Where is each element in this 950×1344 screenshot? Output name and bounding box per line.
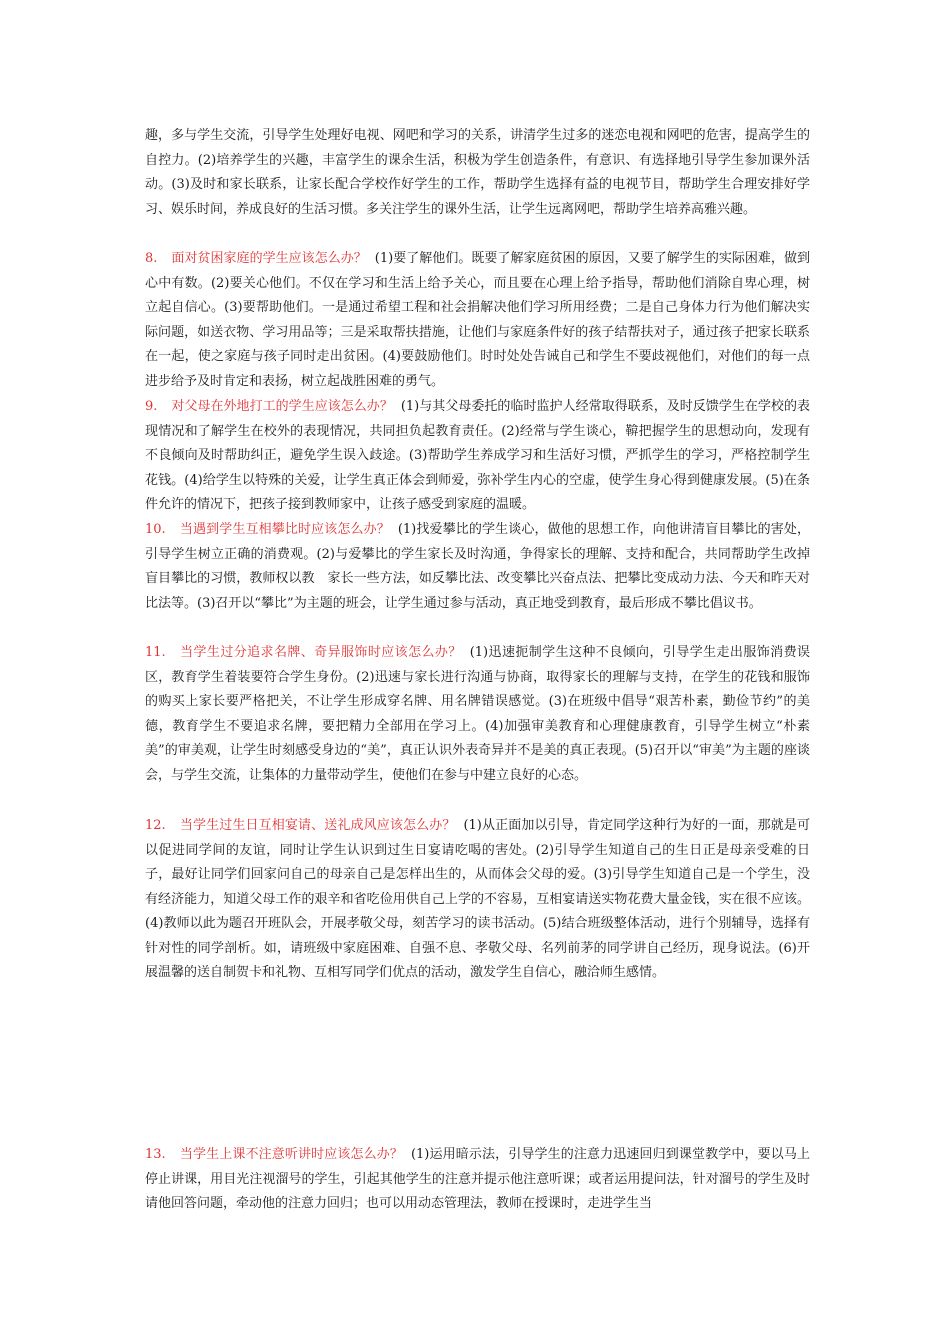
question-heading: 当遇到学生互相攀比时应该怎么办？ xyxy=(179,522,390,537)
item-number: 8. xyxy=(145,251,158,266)
question-heading: 当学生过分追求名牌、奇异服饰时应该怎么办？ xyxy=(179,645,462,660)
item-number: 9. xyxy=(145,399,158,414)
item-number: 11. xyxy=(145,645,166,660)
paragraph-text: 趣，多与学生交流，引导学生处理好电视、网吧和学习的关系，讲清学生过多的迷恋电视和网吧的危害，提高学生的自控力。(2)培养学生的兴趣，丰富学生的课余生活，积极为学生创造条件，有意识、有选择地引导学生参加课外活动。(3)及时和家长联系，让家长配合学校作好学生的工作，帮助学生选择有益的电视节目，帮助学生合理安排好学习、娱乐时间，养成良好的生活习惯。多关注学生的课外生活，让学生远离网吧，帮助学生培养高雅兴趣。 xyxy=(145,128,810,217)
answer-text: (1)运用暗示法，引导学生的注意力迅速回归到课堂教学中，要以马上停止讲课，用目光注视溜号的学生，引起其他学生的注意并提示他注意听课；或者运用提问法，针对溜号的学生及时请他回答问题，牵动他的注意力回归；也可以用动态管理法，教师在授课时，走进学生当 xyxy=(145,1147,810,1211)
question-heading: 当学生过生日互相宴请、送礼成风应该怎么办？ xyxy=(179,818,456,833)
question-heading: 对父母在外地打工的学生应该怎么办？ xyxy=(171,399,393,414)
answer-text: (1)迅速扼制学生这种不良倾向，引导学生走出服饰消费误区，教育学生着装要符合学生身份。(2)迅速与家长进行沟通与协商，取得家长的理解与支持，在学生的花钱和服饰的购买上家长要严格把关，不让学生形成穿名牌、用名牌错误感觉。(3)在班级中倡导“艰苦朴素，勤俭节约”的美德，教育学生不要追求名牌，要把精力全部用在学习上。(4)加强审美教育和心理健康教育，引导学生树立“朴素美”的审美观，让学生时刻感受身边的“美”，真正认识外表奇异并不是美的真正表现。(5)召开以“审美”为主题的座谈会，与学生交流，让集体的力量带动学生，使他们在参与中建立良好的心态。 xyxy=(145,645,810,783)
answer-text: (1)找爱攀比的学生谈心，做他的思想工作，向他讲清盲目攀比的害处，引导学生树立正确的消费观。(2)与爱攀比的学生家长及时沟通，争得家长的理解、支持和配合，共同帮助学生改掉盲目攀比的习惯，教师权以教 家长一些方法，如反攀比法、改变攀比兴奋点法、把攀比变成动力法、今天和昨天对比法等。(3)召开以“攀比”为主题的班会，让学生通过参与活动，真正地受到教育，最后形成不攀比倡议书。 xyxy=(145,522,810,611)
qa-item-8 xyxy=(145,247,810,394)
item-number: 10. xyxy=(145,522,166,537)
qa-item-10 xyxy=(145,518,810,616)
continued-paragraph xyxy=(145,124,810,222)
question-heading: 当学生上课不注意听讲时应该怎么办？ xyxy=(179,1147,403,1162)
qa-item-13 xyxy=(145,1143,810,1217)
question-heading: 面对贫困家庭的学生应该怎么办？ xyxy=(171,251,367,266)
answer-text: (1)与其父母委托的临时监护人经常取得联系，及时反馈学生在学校的表现情况和了解学生在校外的表现情况，共同担负起教育责任。(2)经常与学生谈心，鞥把握学生的思想动向，发现有不良倾向及时帮助纠正，避免学生误入歧途。(3)帮助学生养成学习和生活好习惯，严抓学生的学习，严格控制学生花钱。(4)给学生以特殊的关爱，让学生真正体会到师爱，弥补学生内心的空虚，使学生身心得到健康发展。(5)在条件允许的情况下，把孩子接到教师家中，让孩子感受到家庭的温暖。 xyxy=(145,399,810,512)
item-number: 13. xyxy=(145,1147,166,1162)
answer-text: (1)要了解他们。既要了解家庭贫困的原因，又要了解学生的实际困难，做到心中有数。(2)要关心他们。不仅在学习和生活上给予关心，而且要在心理上给予指导，帮助他们消除自卑心理，树立起自信心。(3)要帮助他们。一是通过希望工程和社会捐解决他们学习所用经费；二是自己身体力行为他们解决实际问题，如送衣物、学习用品等；三是采取帮扶措施，让他们与家庭条件好的孩子结帮扶对子，通过孩子把家长联系在一起，使之家庭与孩子同时走出贫困。(4)要鼓励他们。时时处处告诫自己和学生不要歧视他们，对他们的每一点进步给予及时肯定和表扬，树立起战胜困难的勇气。 xyxy=(145,251,810,389)
qa-item-11 xyxy=(145,641,810,788)
item-number: 12. xyxy=(145,818,166,833)
qa-item-12 xyxy=(145,814,810,986)
qa-item-9 xyxy=(145,395,810,518)
answer-text: (1)从正面加以引导，肯定同学这种行为好的一面，那就是可以促进同学间的友谊，同时让学生认识到过生日宴请吃喝的害处。(2)引导学生知道自己的生日正是母亲受难的日子，最好让同学们回家问自己的母亲自己是怎样出生的，从而体会父母的爱。(3)引导学生知道自己是一个学生，没有经济能力，知道父母工作的艰辛和省吃俭用供自己上学的不容易，互相宴请送实物花费大量金钱，实在很不应该。(4)教师以此为题召开班队会，开展孝敬父母，刻苦学习的读书活动。(5)结合班级整体活动，进行个别辅导，选择有针对性的同学剖析。如，请班级中家庭困难、自强不息、孝敬父母、名列前茅的同学讲自己经历，现身说法。(6)开展温馨的送自制贺卡和礼物、互相写同学们优点的活动，激发学生自信心，融洽师生感情。 xyxy=(145,818,810,980)
